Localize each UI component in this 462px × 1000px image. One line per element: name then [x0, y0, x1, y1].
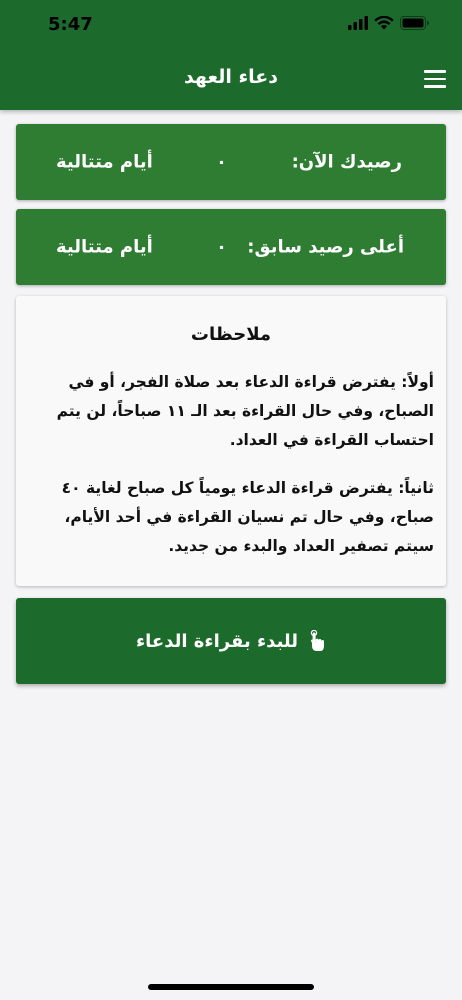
hamburger-menu-icon-bar [424, 78, 446, 81]
highest-balance-unit: أيام متتالية [56, 236, 153, 258]
highest-balance-value: ٠ [216, 236, 227, 258]
current-balance-label: رصيدك الآن: [291, 151, 402, 173]
current-balance-value: ٠ [216, 151, 227, 173]
battery-icon [400, 16, 430, 30]
page-title: دعاء العهد [183, 66, 279, 88]
note-second: ثانياً: يفترض قراءة الدعاء يومياً كل صباح لغاية ٤٠ صباح، وفي حال تم نسيان القراءة في أحد الأيام، سيتم تصفير العداد والبدء من جديد. [61, 479, 434, 555]
highest-balance-label: أعلى رصيد سابق: [247, 236, 404, 258]
status-icons [348, 16, 430, 30]
current-balance-card [16, 124, 446, 200]
notes-card [16, 296, 446, 586]
tap-hand-icon [308, 630, 326, 652]
app-bar [0, 0, 462, 110]
hamburger-menu-icon-bar [424, 85, 446, 88]
status-time: 5:47 [48, 14, 93, 35]
hamburger-menu-icon [424, 70, 446, 73]
current-balance-unit: أيام متتالية [56, 151, 153, 173]
note-first: أولاً: يفترض قراءة الدعاء بعد صلاة الفجر، أو في الصباح، وفي حال القراءة بعد الـ ١١ صباحاً، لن يتم احتساب القراءة في العداد. [56, 373, 434, 449]
home-indicator [148, 984, 314, 990]
highest-balance-card [16, 209, 446, 285]
menu-button[interactable] [424, 70, 446, 88]
start-reading-button[interactable] [16, 598, 446, 684]
wifi-icon [374, 16, 394, 30]
start-reading-label: للبدء بقراءة الدعاء [135, 630, 299, 652]
notes-title: ملاحظات [190, 324, 272, 345]
signal-icon [348, 16, 368, 30]
